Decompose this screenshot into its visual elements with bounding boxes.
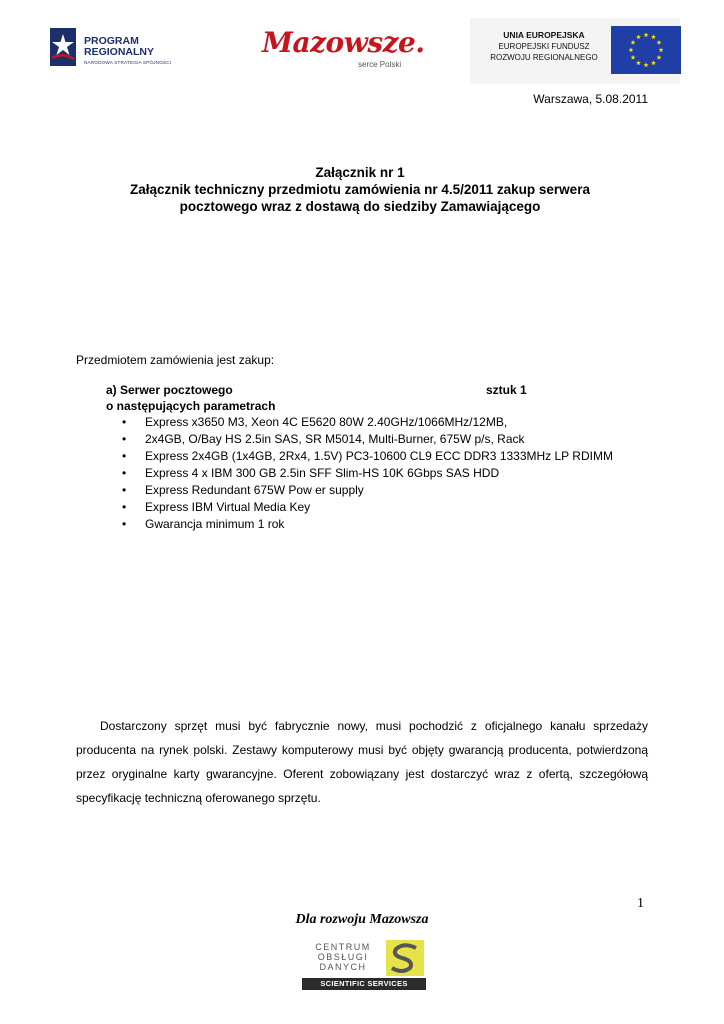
eu-logo [470, 18, 680, 84]
document-title [80, 164, 640, 215]
spec-text: 2x4GB, O/Bay HS 2.5in SAS, SR M5014, Multi-Burner, 675W p/s, Rack [145, 432, 525, 446]
eu-logo-line2: EUROPEJSKI FUNDUSZ [498, 42, 590, 51]
document-date: Warszawa, 5.08.2011 [533, 92, 648, 106]
cod-logo [302, 940, 426, 990]
mazowsze-logo [262, 26, 425, 72]
program-logo-subtitle: NARODOWA STRATEGIA SPÓJNOŚCI [84, 60, 172, 65]
bullet-icon: • [122, 432, 127, 446]
title-line-3: pocztowego wraz z dostawą do siedziby Zamawiającego [179, 199, 541, 214]
s-emblem-icon [386, 940, 424, 976]
eu-logo-line3: ROZWOJU REGIONALNEGO [490, 53, 598, 62]
spec-text: Gwarancja minimum 1 rok [145, 517, 285, 531]
body-paragraph-text: Dostarczony sprzęt musi być fabrycznie nowy, musi pochodzić z oficjalnego kanału sprzedaży producenta na rynek polski. Zestawy komputerowy musi być objęty gwarancją producenta, potwierdzoną przez oryginalne karty gwarancyjne. Oferent zobowiązany jest dostarczyć wraz z ofertą, szczegółową specyfikację techniczną oferowanego sprzętu. [76, 719, 648, 805]
bullet-icon: • [122, 517, 127, 531]
spec-item [122, 482, 613, 499]
bullet-icon: • [122, 466, 127, 480]
title-line-1: Załącznik nr 1 [315, 165, 405, 180]
spec-item [122, 448, 613, 465]
bullet-icon: • [122, 500, 127, 514]
mazowsze-logo-subtitle: serce Polski [358, 60, 402, 69]
spec-item [122, 465, 613, 482]
item-label: a) Serwer pocztowego [106, 383, 233, 397]
eu-flag-icon [611, 26, 681, 74]
program-logo-line1: PROGRAM [84, 35, 139, 47]
bullet-icon: • [122, 449, 127, 463]
params-heading: o następujących parametrach [106, 399, 276, 413]
spec-text: Express 2x4GB (1x4GB, 2Rx4, 1.5V) PC3-10600 CL9 ECC DDR3 1333MHz LP RDIMM [145, 449, 613, 463]
spec-item [122, 499, 613, 516]
footer-motto: Dla rozwoju Mazowsza [295, 912, 429, 927]
cod-logo-band: SCIENTIFIC SERVICES [302, 978, 426, 990]
mazowsze-logo-word: Mazowsze. [262, 26, 425, 59]
cod-logo-line3: DANYCH [319, 962, 367, 972]
bullet-icon: • [122, 415, 127, 429]
spec-item [122, 431, 613, 448]
cod-logo-line1: CENTRUM [315, 942, 371, 952]
page-number: 1 [637, 896, 644, 911]
spec-item [122, 414, 613, 431]
spec-text: Express IBM Virtual Media Key [145, 500, 311, 514]
intro-text: Przedmiotem zamówienia jest zakup: [76, 353, 275, 367]
spec-item [122, 516, 613, 533]
spec-text: Express Redundant 675W Pow er supply [145, 483, 364, 497]
title-line-2: Załącznik techniczny przedmiotu zamówienia nr 4.5/2011 zakup serwera [130, 182, 590, 197]
body-paragraph [76, 714, 648, 810]
item-quantity: sztuk 1 [486, 383, 527, 397]
eu-logo-line1: UNIA EUROPEJSKA [503, 30, 585, 40]
spec-text: Express x3650 M3, Xeon 4C E5620 80W 2.40GHz/1066MHz/12MB, [145, 415, 508, 429]
program-logo-line2: REGIONALNY [84, 46, 155, 58]
cod-logo-line2: OBSŁUGI [317, 952, 369, 962]
spec-list [122, 414, 613, 533]
star-emblem-icon [50, 28, 76, 66]
bullet-icon: • [122, 483, 127, 497]
spec-text: Express 4 x IBM 300 GB 2.5in SFF Slim-HS 10K 6Gbps SAS HDD [145, 466, 500, 480]
program-regionalny-logo [50, 28, 210, 72]
